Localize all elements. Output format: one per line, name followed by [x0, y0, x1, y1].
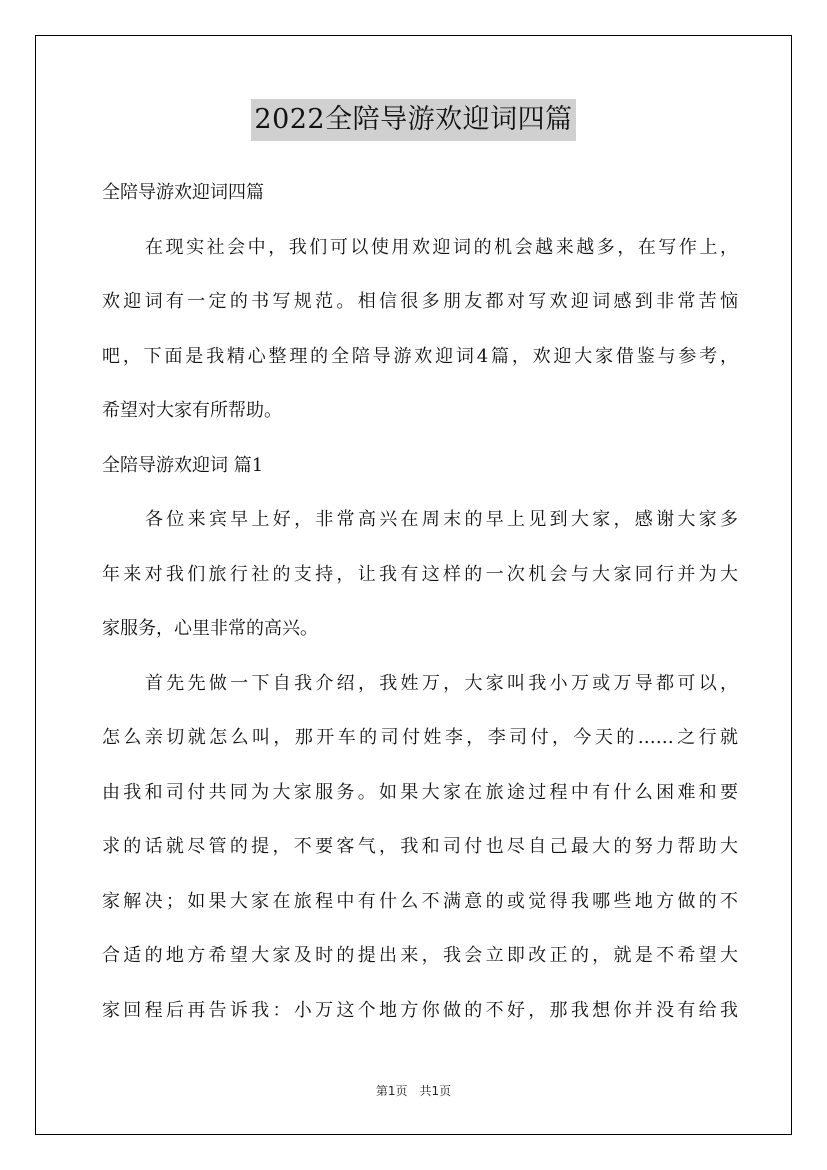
- para1-line: 年来对我们旅行社的支持，让我有这样的一次机会与大家同行并为大: [102, 563, 738, 585]
- document-title: 2022全陪导游欢迎词四篇: [251, 99, 575, 141]
- para2-line: 首先先做一下自我介绍，我姓万，大家叫我小万或万导都可以，: [145, 672, 738, 694]
- para2-line: 家解决；如果大家在旅程中有什么不满意的或觉得我哪些地方做的不: [102, 890, 738, 912]
- intro-line: 吧，下面是我精心整理的全陪导游欢迎词4篇，欢迎大家借鉴与参考，: [102, 345, 738, 367]
- intro-line: 欢迎词有一定的书写规范。相信很多朋友都对写欢迎词感到非常苦恼: [102, 291, 738, 312]
- para1-line: 各位来宾早上好，非常高兴在周末的早上见到大家，感谢大家多: [145, 509, 738, 530]
- title-container: [0, 99, 827, 141]
- para2-line: 合适的地方希望大家及时的提出来，我会立即改正的，就是不希望大: [102, 945, 738, 966]
- para2-line: 家回程后再告诉我：小万这个地方你做的不好，那我想你并没有给我: [102, 999, 738, 1021]
- intro-line: 希望对大家有所帮助。: [102, 400, 282, 421]
- para2-line: 由我和司付共同为大家服务。如果大家在旅途过程中有什么困难和要: [102, 781, 738, 803]
- section-heading: 全陪导游欢迎词 篇1: [102, 454, 264, 476]
- para2-line: 怎么亲切就怎么叫，那开车的司付姓李，李司付，今天的……之行就: [102, 727, 738, 748]
- para1-line: 家服务，心里非常的高兴。: [102, 618, 318, 639]
- page-number: 第1页 共1页: [375, 1084, 452, 1098]
- document-body: [102, 166, 738, 1038]
- para2-line: 求的话就尽管的提，不要客气，我和司付也尽自己最大的努力帮助大: [102, 836, 738, 857]
- document-subtitle: 全陪导游欢迎词四篇: [102, 182, 264, 203]
- intro-line: 在现实社会中，我们可以使用欢迎词的机会越来越多，在写作上，: [145, 236, 738, 258]
